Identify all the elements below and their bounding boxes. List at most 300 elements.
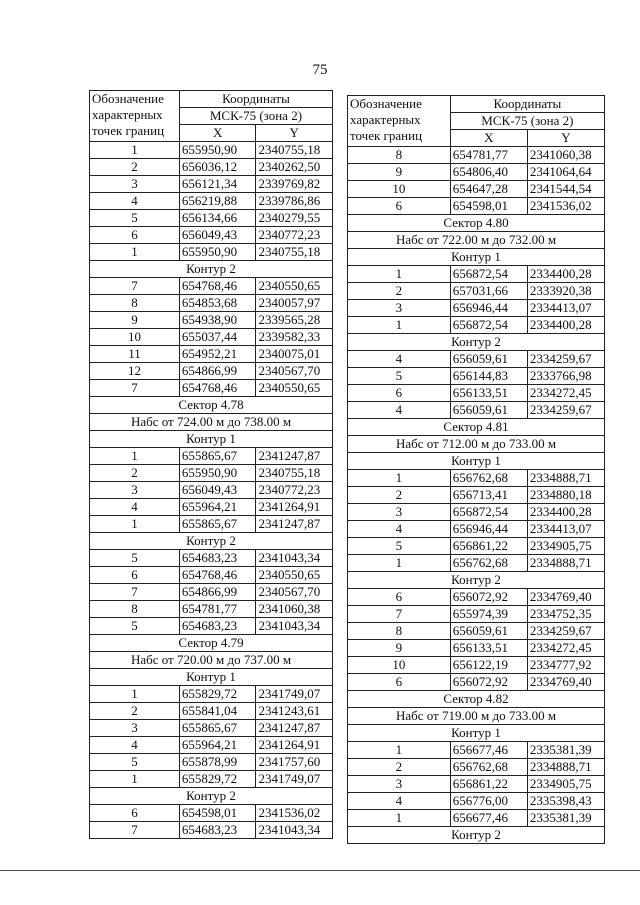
x-coordinate: 656219,88 (179, 193, 256, 210)
x-coordinate: 654938,90 (179, 312, 256, 329)
table-row (348, 759, 605, 776)
y-coordinate: 2340262,50 (256, 159, 333, 176)
point-number: 10 (348, 657, 451, 674)
y-coordinate: 2341043,34 (256, 822, 333, 839)
table-row (90, 159, 333, 176)
y-coordinate: 2341264,91 (256, 499, 333, 516)
y-coordinate: 2335381,39 (527, 810, 604, 827)
table-row (348, 504, 605, 521)
x-coordinate: 655829,72 (179, 686, 256, 703)
point-number: 5 (348, 368, 451, 385)
x-coordinate: 654768,46 (179, 380, 256, 397)
point-number: 1 (90, 244, 180, 261)
right-column (347, 95, 605, 844)
table-row (90, 193, 333, 210)
table-row (348, 283, 605, 300)
x-coordinate: 655964,21 (179, 499, 256, 516)
x-header: X (450, 130, 527, 147)
x-coordinate: 655950,90 (179, 244, 256, 261)
y-coordinate: 2334259,67 (527, 402, 604, 419)
point-number: 7 (90, 278, 180, 295)
table-row (90, 805, 333, 822)
x-coordinate: 654683,23 (179, 822, 256, 839)
point-number: 9 (348, 164, 451, 181)
section-row (348, 249, 605, 266)
y-coordinate: 2334905,75 (527, 776, 604, 793)
point-number: 10 (90, 329, 180, 346)
y-coordinate: 2334880,18 (527, 487, 604, 504)
section-label: Контур 2 (348, 572, 605, 589)
table-row (348, 793, 605, 810)
y-coordinate: 2339769,82 (256, 176, 333, 193)
x-coordinate: 654598,01 (179, 805, 256, 822)
y-coordinate: 2335398,43 (527, 793, 604, 810)
x-coordinate: 656861,22 (450, 538, 527, 555)
point-number: 8 (348, 147, 451, 164)
x-coordinate: 656049,43 (179, 482, 256, 499)
x-coordinate: 655974,39 (450, 606, 527, 623)
point-number: 6 (90, 227, 180, 244)
x-coordinate: 654647,28 (450, 181, 527, 198)
y-coordinate: 2340772,23 (256, 482, 333, 499)
section-label: Контур 1 (90, 431, 333, 448)
y-coordinate: 2334752,35 (527, 606, 604, 623)
section-row (348, 334, 605, 351)
section-row (90, 261, 333, 278)
y-coordinate: 2335381,39 (527, 742, 604, 759)
page-number: 75 (312, 62, 328, 78)
x-coordinate: 656872,54 (450, 504, 527, 521)
x-coordinate: 656059,61 (450, 351, 527, 368)
y-coordinate: 2339565,28 (256, 312, 333, 329)
x-coordinate: 656946,44 (450, 521, 527, 538)
x-coordinate: 657031,66 (450, 283, 527, 300)
point-number: 2 (90, 159, 180, 176)
section-label: Набс от 722.00 м до 732.00 м (348, 232, 605, 249)
point-number: 3 (90, 482, 180, 499)
y-header: Y (527, 130, 604, 147)
y-header: Y (256, 125, 333, 142)
point-number: 5 (90, 618, 180, 635)
point-number: 5 (90, 754, 180, 771)
x-coordinate: 655841,04 (179, 703, 256, 720)
y-coordinate: 2341064,64 (527, 164, 604, 181)
x-coordinate: 656072,92 (450, 674, 527, 691)
coordinates-header: Координаты (450, 96, 604, 113)
table-row (348, 538, 605, 555)
section-row (90, 397, 333, 414)
page-bottom-rule (0, 870, 640, 871)
y-coordinate: 2340755,18 (256, 244, 333, 261)
point-number: 1 (90, 771, 180, 788)
table-row (348, 606, 605, 623)
y-coordinate: 2341536,02 (256, 805, 333, 822)
x-coordinate: 655865,67 (179, 516, 256, 533)
x-coordinate: 656059,61 (450, 623, 527, 640)
x-coordinate: 655878,99 (179, 754, 256, 771)
table-row (90, 601, 333, 618)
table-row (348, 317, 605, 334)
table-row (348, 521, 605, 538)
point-number: 6 (90, 805, 180, 822)
x-coordinate: 654768,46 (179, 567, 256, 584)
section-row (90, 788, 333, 805)
y-coordinate: 2333766,98 (527, 368, 604, 385)
table-row (348, 181, 605, 198)
table-row (90, 346, 333, 363)
point-number: 3 (348, 300, 451, 317)
point-number: 2 (90, 703, 180, 720)
point-number: 9 (348, 640, 451, 657)
point-number: 12 (90, 363, 180, 380)
section-label: Сектор 4.80 (348, 215, 605, 232)
x-coordinate: 656762,68 (450, 759, 527, 776)
y-coordinate: 2341247,87 (256, 516, 333, 533)
x-coordinate: 656133,51 (450, 640, 527, 657)
table-row (348, 674, 605, 691)
point-number: 6 (348, 385, 451, 402)
point-number: 1 (90, 516, 180, 533)
section-row (90, 635, 333, 652)
x-coordinate: 654683,23 (179, 618, 256, 635)
y-coordinate: 2334769,40 (527, 589, 604, 606)
x-coordinate: 656133,51 (450, 385, 527, 402)
y-coordinate: 2334413,07 (527, 521, 604, 538)
y-coordinate: 2341243,61 (256, 703, 333, 720)
y-coordinate: 2339582,33 (256, 329, 333, 346)
table-row (90, 142, 333, 159)
crs-header: МСК-75 (зона 2) (179, 108, 332, 125)
x-header: X (179, 125, 256, 142)
section-label: Контур 2 (90, 261, 333, 278)
table-row (348, 198, 605, 215)
x-coordinate: 656049,43 (179, 227, 256, 244)
section-row (348, 572, 605, 589)
section-label: Контур 2 (90, 788, 333, 805)
x-coordinate: 656677,46 (450, 742, 527, 759)
section-label: Контур 1 (90, 669, 333, 686)
point-number: 1 (348, 810, 451, 827)
section-row (90, 533, 333, 550)
point-number: 4 (348, 521, 451, 538)
right-table-body (348, 147, 605, 844)
x-coordinate: 656122,19 (450, 657, 527, 674)
x-coordinate: 656134,66 (179, 210, 256, 227)
point-number: 2 (348, 283, 451, 300)
point-number: 7 (90, 822, 180, 839)
point-number: 1 (90, 448, 180, 465)
table-row (90, 176, 333, 193)
table-row (90, 703, 333, 720)
section-row (348, 232, 605, 249)
x-coordinate: 655865,67 (179, 448, 256, 465)
point-number: 1 (348, 266, 451, 283)
table-row (348, 147, 605, 164)
point-number: 7 (90, 584, 180, 601)
x-coordinate: 656762,68 (450, 470, 527, 487)
coordinates-table-right (347, 95, 605, 844)
y-coordinate: 2334905,75 (527, 538, 604, 555)
table-row (90, 278, 333, 295)
x-coordinate: 656121,34 (179, 176, 256, 193)
y-coordinate: 2334400,28 (527, 504, 604, 521)
point-number: 7 (90, 380, 180, 397)
x-coordinate: 656762,68 (450, 555, 527, 572)
section-row (348, 691, 605, 708)
table-row (90, 720, 333, 737)
table-row (348, 402, 605, 419)
point-number: 1 (348, 470, 451, 487)
point-number: 6 (348, 198, 451, 215)
point-number: 1 (348, 555, 451, 572)
y-coordinate: 2341536,02 (527, 198, 604, 215)
y-coordinate: 2340550,65 (256, 567, 333, 584)
y-coordinate: 2334272,45 (527, 640, 604, 657)
y-coordinate: 2341060,38 (256, 601, 333, 618)
point-number: 4 (90, 499, 180, 516)
left-table-body (90, 142, 333, 839)
y-coordinate: 2341749,07 (256, 686, 333, 703)
point-number: 4 (348, 351, 451, 368)
crs-header: МСК-75 (зона 2) (450, 113, 604, 130)
x-coordinate: 656861,22 (450, 776, 527, 793)
y-coordinate: 2340550,65 (256, 278, 333, 295)
table-row (348, 623, 605, 640)
section-row (348, 725, 605, 742)
section-row (348, 827, 605, 844)
point-number: 2 (348, 487, 451, 504)
section-row (348, 436, 605, 453)
table-row (90, 482, 333, 499)
x-coordinate: 654781,77 (179, 601, 256, 618)
section-row (90, 652, 333, 669)
x-coordinate: 654781,77 (450, 147, 527, 164)
section-label: Сектор 4.81 (348, 419, 605, 436)
table-row (348, 742, 605, 759)
table-row (90, 754, 333, 771)
section-row (90, 414, 333, 431)
x-coordinate: 656059,61 (450, 402, 527, 419)
y-coordinate: 2340567,70 (256, 363, 333, 380)
point-number: 6 (348, 674, 451, 691)
point-number: 1 (90, 142, 180, 159)
point-number: 4 (348, 793, 451, 810)
x-coordinate: 654853,68 (179, 295, 256, 312)
point-number: 9 (90, 312, 180, 329)
x-coordinate: 654952,21 (179, 346, 256, 363)
table-row (90, 312, 333, 329)
table-row (90, 295, 333, 312)
table-row (90, 686, 333, 703)
table-row (90, 244, 333, 261)
point-number: 3 (348, 504, 451, 521)
x-coordinate: 655865,67 (179, 720, 256, 737)
point-number: 3 (348, 776, 451, 793)
point-number: 7 (348, 606, 451, 623)
section-label: Контур 1 (348, 725, 605, 742)
x-coordinate: 654683,23 (179, 550, 256, 567)
point-number: 3 (90, 176, 180, 193)
table-row (348, 266, 605, 283)
table-row (348, 555, 605, 572)
y-coordinate: 2334400,28 (527, 317, 604, 334)
point-number: 5 (90, 210, 180, 227)
y-coordinate: 2340279,55 (256, 210, 333, 227)
point-number: 8 (348, 623, 451, 640)
section-label: Сектор 4.78 (90, 397, 333, 414)
y-coordinate: 2340057,97 (256, 295, 333, 312)
point-number: 6 (90, 567, 180, 584)
y-coordinate: 2341247,87 (256, 448, 333, 465)
x-coordinate: 656872,54 (450, 266, 527, 283)
table-row (348, 810, 605, 827)
x-coordinate: 654866,99 (179, 584, 256, 601)
point-number: 2 (348, 759, 451, 776)
table-row (348, 164, 605, 181)
table-row (90, 363, 333, 380)
section-row (348, 419, 605, 436)
y-coordinate: 2334259,67 (527, 623, 604, 640)
point-number: 8 (90, 601, 180, 618)
point-number: 4 (90, 737, 180, 754)
x-coordinate: 656677,46 (450, 810, 527, 827)
table-row (90, 618, 333, 635)
table-row (348, 351, 605, 368)
point-number: 2 (90, 465, 180, 482)
section-label: Набс от 712.00 м до 733.00 м (348, 436, 605, 453)
point-number: 8 (90, 295, 180, 312)
section-label: Сектор 4.82 (348, 691, 605, 708)
table-row (348, 589, 605, 606)
designation-header: Обозначение характерных точек границ (90, 91, 180, 142)
y-coordinate: 2339786,86 (256, 193, 333, 210)
point-number: 1 (348, 317, 451, 334)
table-row (348, 470, 605, 487)
left-column (89, 90, 333, 839)
table-row (90, 380, 333, 397)
point-number: 3 (90, 720, 180, 737)
point-number: 4 (348, 402, 451, 419)
y-coordinate: 2341757,60 (256, 754, 333, 771)
x-coordinate: 656072,92 (450, 589, 527, 606)
y-coordinate: 2341043,34 (256, 550, 333, 567)
section-row (90, 431, 333, 448)
x-coordinate: 656872,54 (450, 317, 527, 334)
y-coordinate: 2341247,87 (256, 720, 333, 737)
table-row (90, 448, 333, 465)
section-row (348, 708, 605, 725)
y-coordinate: 2341060,38 (527, 147, 604, 164)
x-coordinate: 655950,90 (179, 142, 256, 159)
section-label: Контур 1 (348, 249, 605, 266)
y-coordinate: 2334769,40 (527, 674, 604, 691)
section-label: Контур 1 (348, 453, 605, 470)
x-coordinate: 655037,44 (179, 329, 256, 346)
table-row (348, 657, 605, 674)
x-coordinate: 656036,12 (179, 159, 256, 176)
y-coordinate: 2340755,18 (256, 465, 333, 482)
table-row (348, 640, 605, 657)
table-row (348, 776, 605, 793)
y-coordinate: 2334400,28 (527, 266, 604, 283)
x-coordinate: 654806,40 (450, 164, 527, 181)
y-coordinate: 2334888,71 (527, 555, 604, 572)
y-coordinate: 2333920,38 (527, 283, 604, 300)
table-row (348, 385, 605, 402)
x-coordinate: 656713,41 (450, 487, 527, 504)
section-label: Сектор 4.79 (90, 635, 333, 652)
x-coordinate: 654768,46 (179, 278, 256, 295)
y-coordinate: 2334259,67 (527, 351, 604, 368)
y-coordinate: 2334777,92 (527, 657, 604, 674)
x-coordinate: 654598,01 (450, 198, 527, 215)
designation-header: Обозначение характерных точек границ (348, 96, 451, 147)
y-coordinate: 2341544,54 (527, 181, 604, 198)
coordinates-header: Координаты (179, 91, 332, 108)
table-row (90, 516, 333, 533)
y-coordinate: 2334888,71 (527, 470, 604, 487)
y-coordinate: 2341043,34 (256, 618, 333, 635)
table-row (90, 822, 333, 839)
section-label: Набс от 720.00 м до 737.00 м (90, 652, 333, 669)
table-row (348, 487, 605, 504)
section-row (348, 453, 605, 470)
x-coordinate: 655964,21 (179, 737, 256, 754)
y-coordinate: 2340567,70 (256, 584, 333, 601)
y-coordinate: 2340772,23 (256, 227, 333, 244)
y-coordinate: 2334272,45 (527, 385, 604, 402)
point-number: 5 (348, 538, 451, 555)
point-number: 6 (348, 589, 451, 606)
table-row (90, 550, 333, 567)
point-number: 11 (90, 346, 180, 363)
table-row (90, 567, 333, 584)
point-number: 1 (90, 686, 180, 703)
y-coordinate: 2341749,07 (256, 771, 333, 788)
section-label: Контур 2 (348, 827, 605, 844)
point-number: 1 (348, 742, 451, 759)
table-row (90, 771, 333, 788)
y-coordinate: 2340755,18 (256, 142, 333, 159)
y-coordinate: 2340075,01 (256, 346, 333, 363)
x-coordinate: 655829,72 (179, 771, 256, 788)
x-coordinate: 656144,83 (450, 368, 527, 385)
section-row (348, 215, 605, 232)
y-coordinate: 2334413,07 (527, 300, 604, 317)
table-row (90, 737, 333, 754)
x-coordinate: 656946,44 (450, 300, 527, 317)
x-coordinate: 656776,00 (450, 793, 527, 810)
y-coordinate: 2340550,65 (256, 380, 333, 397)
table-row (90, 465, 333, 482)
x-coordinate: 654866,99 (179, 363, 256, 380)
y-coordinate: 2341264,91 (256, 737, 333, 754)
y-coordinate: 2334888,71 (527, 759, 604, 776)
x-coordinate: 655950,90 (179, 465, 256, 482)
table-row (348, 300, 605, 317)
coordinates-table-left (89, 90, 333, 839)
point-number: 4 (90, 193, 180, 210)
table-row (348, 368, 605, 385)
section-row (90, 669, 333, 686)
section-label: Набс от 719.00 м до 733.00 м (348, 708, 605, 725)
table-row (90, 499, 333, 516)
point-number: 5 (90, 550, 180, 567)
section-label: Набс от 724.00 м до 738.00 м (90, 414, 333, 431)
table-row (90, 210, 333, 227)
point-number: 10 (348, 181, 451, 198)
table-row (90, 584, 333, 601)
